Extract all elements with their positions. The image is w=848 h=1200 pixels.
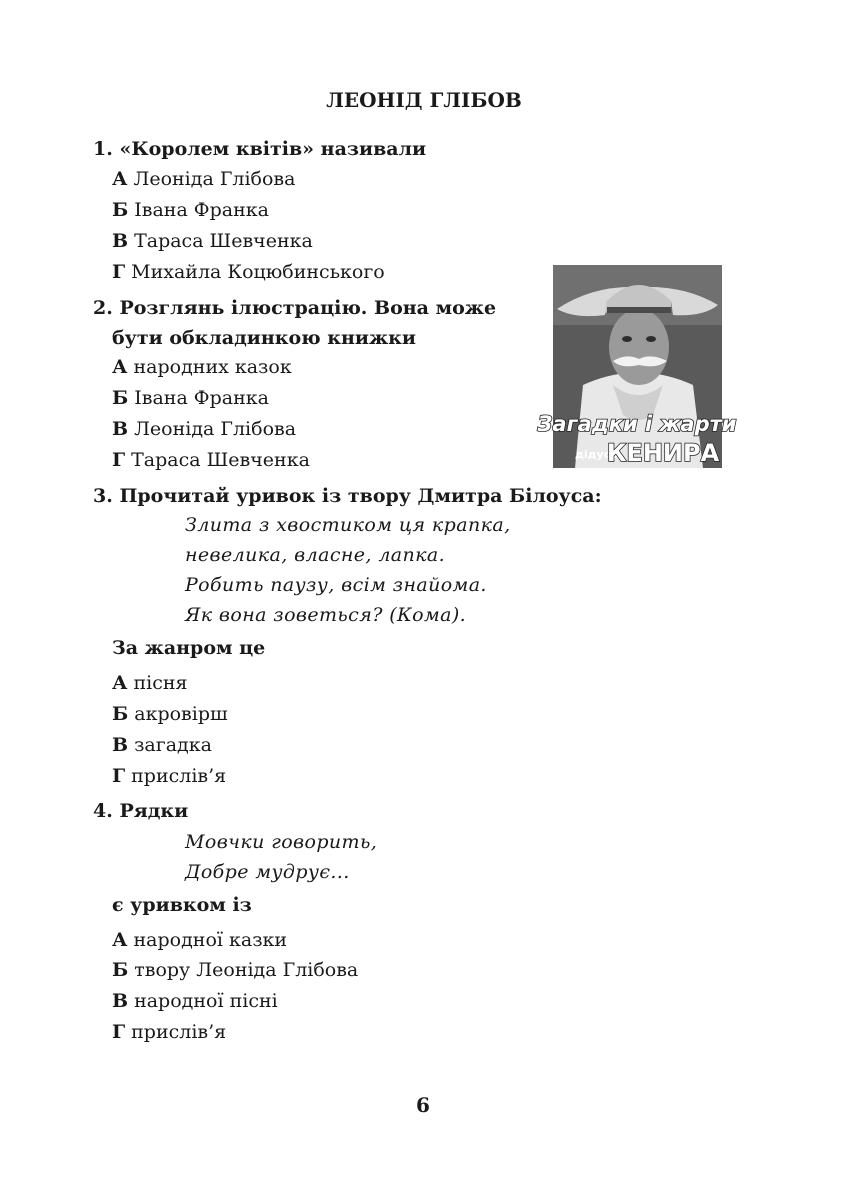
option-text: пісня <box>133 672 188 694</box>
question-3-option-d <box>112 765 226 787</box>
question-3-poem-line-1: Злита з хвостиком ця крапка, <box>185 514 511 536</box>
option-text: Леоніда Глібова <box>134 418 297 440</box>
question-1-option-d <box>112 261 385 283</box>
cover-title-line1: Загадки і жарти <box>537 412 737 436</box>
question-1-option-c <box>112 230 313 252</box>
option-letter: Б <box>112 703 129 725</box>
question-4-poem-line-1: Мовчки говорить, <box>185 831 378 853</box>
option-letter: В <box>112 990 129 1012</box>
option-letter: Б <box>112 959 129 981</box>
question-3-prompt: За жанром це <box>112 637 266 659</box>
question-4-option-c <box>112 990 278 1012</box>
option-text: народних казок <box>133 356 292 378</box>
option-letter: В <box>112 418 129 440</box>
option-letter: Б <box>112 199 129 221</box>
cover-title-big: КЕНИРА <box>606 439 720 467</box>
question-1-option-b <box>112 199 269 221</box>
option-letter: Б <box>112 387 129 409</box>
option-letter: Г <box>112 765 126 787</box>
question-4-poem-line-2: Добре мудрує... <box>185 861 350 883</box>
question-2-option-c <box>112 418 296 440</box>
question-2-option-a <box>112 356 292 378</box>
cover-title-small: дідуся <box>575 448 618 461</box>
question-1-option-a <box>112 168 295 190</box>
question-4-option-d <box>112 1021 226 1043</box>
option-text: Івана Франка <box>134 199 269 221</box>
question-3-stem: 3. Прочитай уривок із твору Дмитра Білоуса: <box>93 485 602 507</box>
question-3-poem-line-2: невелика, власне, лапка. <box>185 544 446 566</box>
option-letter: А <box>112 929 128 951</box>
option-text: народної пісні <box>134 990 278 1012</box>
option-text: Леоніда Глібова <box>133 168 296 190</box>
question-3-option-b <box>112 703 228 725</box>
option-text: Тараса Шевченка <box>134 230 313 252</box>
book-cover-illustration <box>537 265 737 468</box>
option-letter: В <box>112 230 129 252</box>
option-letter: Г <box>112 449 126 471</box>
question-4-option-b <box>112 959 358 981</box>
option-text: прислів’я <box>131 765 227 787</box>
question-2-stem-line-2: бути обкладинкою книжки <box>112 327 416 349</box>
question-3-poem-line-3: Робить паузу, всім знайома. <box>185 574 487 596</box>
option-letter: Г <box>112 1021 126 1043</box>
option-text: твору Леоніда Глібова <box>134 959 359 981</box>
option-letter: А <box>112 168 128 190</box>
option-text: прислів’я <box>131 1021 227 1043</box>
option-letter: Г <box>112 261 126 283</box>
question-4-stem: 4. Рядки <box>93 800 189 822</box>
question-3-option-c <box>112 734 212 756</box>
option-letter: В <box>112 734 129 756</box>
option-text: Івана Франка <box>134 387 269 409</box>
option-text: Михайла Коцюбинського <box>131 261 385 283</box>
option-text: загадка <box>134 734 212 756</box>
option-letter: А <box>112 672 128 694</box>
page-number: 6 <box>416 1093 430 1117</box>
option-letter: А <box>112 356 128 378</box>
question-2-option-d <box>112 449 310 471</box>
option-text: Тараса Шевченка <box>131 449 310 471</box>
question-4-prompt: є уривком із <box>112 894 252 916</box>
question-4-option-a <box>112 929 287 951</box>
question-3-poem-line-4: Як вона зоветься? (Кома). <box>185 604 467 626</box>
option-text: народної казки <box>133 929 288 951</box>
question-2-stem-line-1: 2. Розглянь ілюстрацію. Вона може <box>93 297 497 319</box>
page-title: ЛЕОНІД ГЛІБОВ <box>326 88 522 112</box>
question-1-stem: 1. «Королем квітів» називали <box>93 138 427 160</box>
question-3-option-a <box>112 672 188 694</box>
option-text: акровірш <box>134 703 228 725</box>
old-man-face <box>609 309 669 385</box>
question-2-option-b <box>112 387 269 409</box>
